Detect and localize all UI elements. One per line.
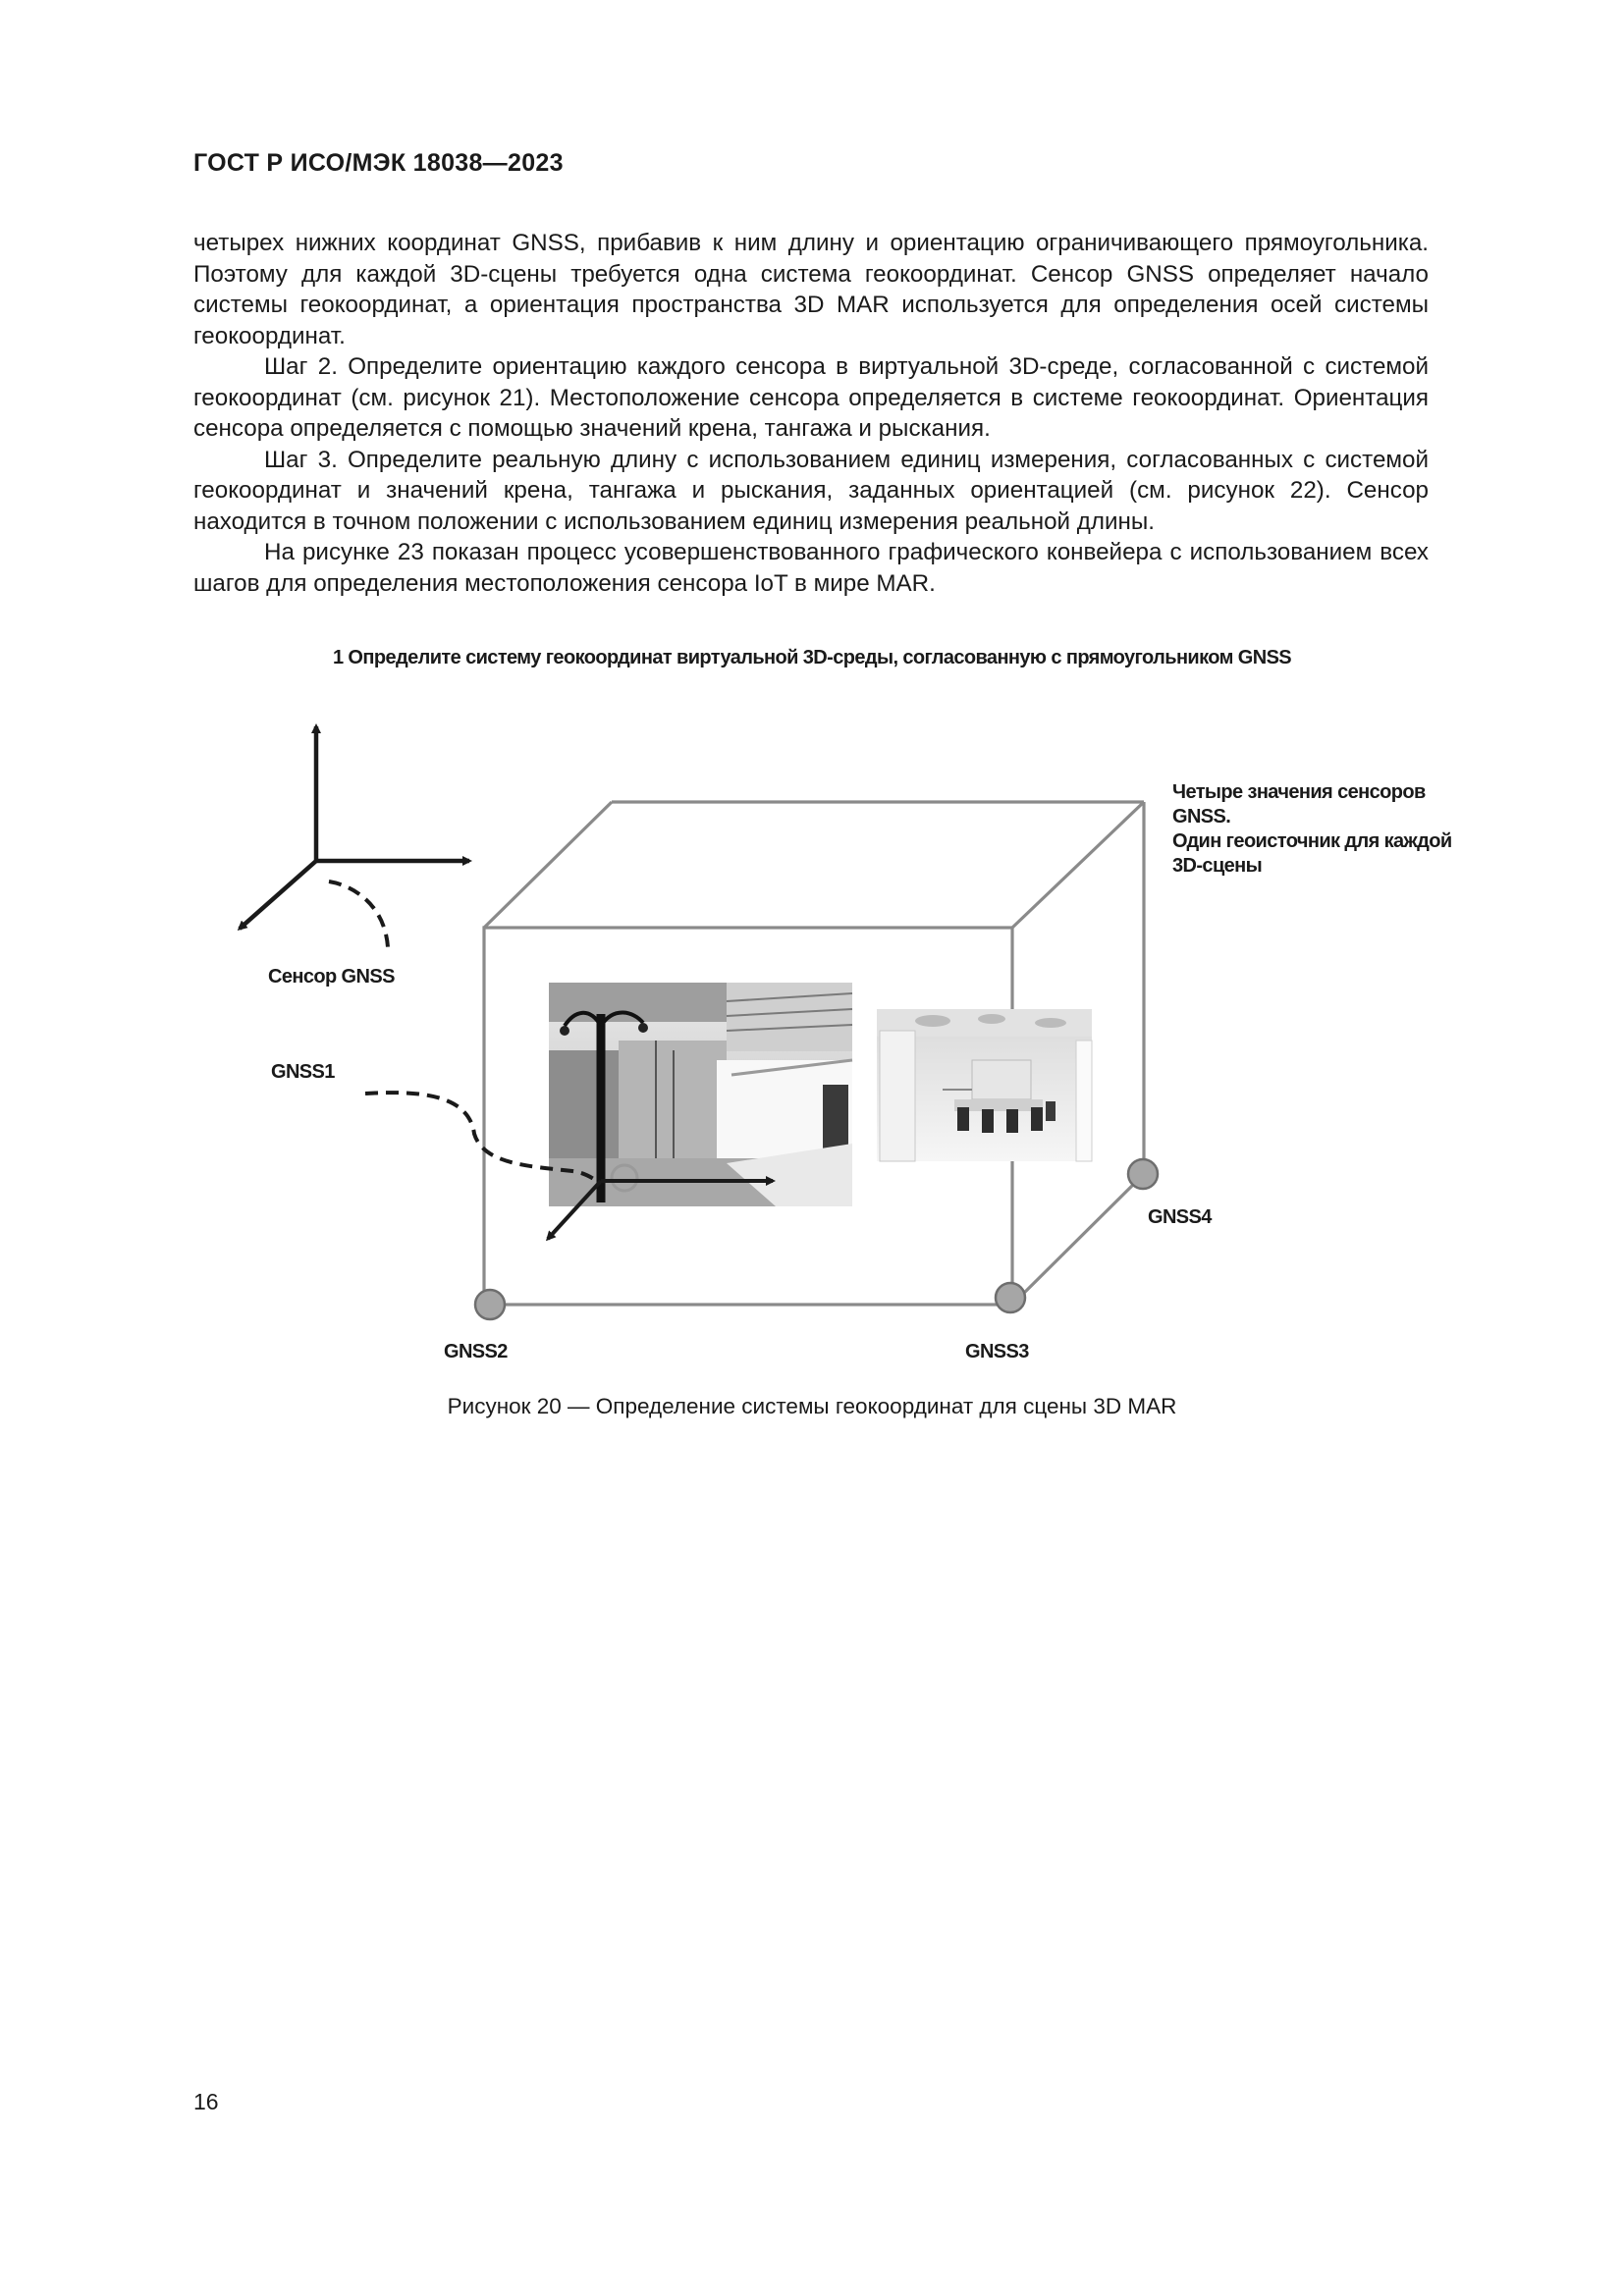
- figure-diagram: [0, 628, 1624, 1394]
- paragraph-2: Шаг 2. Определите ориентацию каждого сенсора в виртуальной 3D-среде, согласованной с системой геокоординат (см. рисунок 21). Местоположение сенсора определяется в системе геокоординат. Ориентация сенсора определяется с помощью значений крена, тангажа и рыскания.: [193, 353, 1429, 442]
- street-scene-image: [549, 983, 852, 1206]
- office-scene-image: [877, 1009, 1092, 1161]
- gnss2-marker: [475, 1290, 505, 1319]
- paragraph-1: четырех нижних координат GNSS, прибавив к ним длину и ориентацию ограничивающего прямоугольника. Поэтому для каждой 3D-сцены требуется одна система геокоординат. Сенсор GNSS определяет начало системы геокоординат, а ориентация пространства 3D MAR используется для определения осей системы геокоординат.: [193, 230, 1429, 349]
- figure-note: [1172, 780, 1526, 879]
- paragraph-3: Шаг 3. Определите реальную длину с использованием единиц измерения, согласованных с системой геокоординат и значений крена, тангажа и рыскания, заданных ориентацией (см. рисунок 22). Сенсор находится в точном положении с использованием единиц измерения реальной длины.: [193, 446, 1429, 535]
- figure-20: [0, 628, 1624, 1394]
- figure-step-title: 1 Определите систему геокоординат виртуальной 3D-среды, согласованную с прямоугольником GNSS: [332, 647, 1292, 668]
- figure-note-line: GNSS.: [1172, 806, 1231, 828]
- gnss1-label: GNSS1: [271, 1061, 335, 1083]
- gnss3-label: GNSS3: [965, 1341, 1029, 1362]
- document-header: ГОСТ Р ИСО/МЭК 18038—2023: [193, 149, 564, 177]
- axes-icon: [240, 726, 469, 947]
- gnss2-label: GNSS2: [444, 1341, 508, 1362]
- figure-note-line: Один геоисточник для каждой: [1172, 830, 1452, 852]
- figure-note-line: 3D-сцены: [1172, 855, 1263, 877]
- gnss4-label: GNSS4: [1148, 1206, 1212, 1228]
- page-number: 16: [193, 2089, 219, 2114]
- figure-caption: Рисунок 20 — Определение системы геокоординат для сцены 3D MAR: [447, 1394, 1177, 1418]
- gnss-sensor-label: Сенсор GNSS: [268, 966, 395, 988]
- gnss4-marker: [1128, 1159, 1158, 1189]
- body-text: [193, 228, 1429, 599]
- gnss3-marker: [996, 1283, 1025, 1312]
- paragraph-4: На рисунке 23 показан процесс усовершенствованного графического конвейера с использованием всех шагов для определения местоположения сенсора IoT в мире MAR.: [193, 539, 1429, 597]
- figure-note-line: Четыре значения сенсоров: [1172, 781, 1426, 803]
